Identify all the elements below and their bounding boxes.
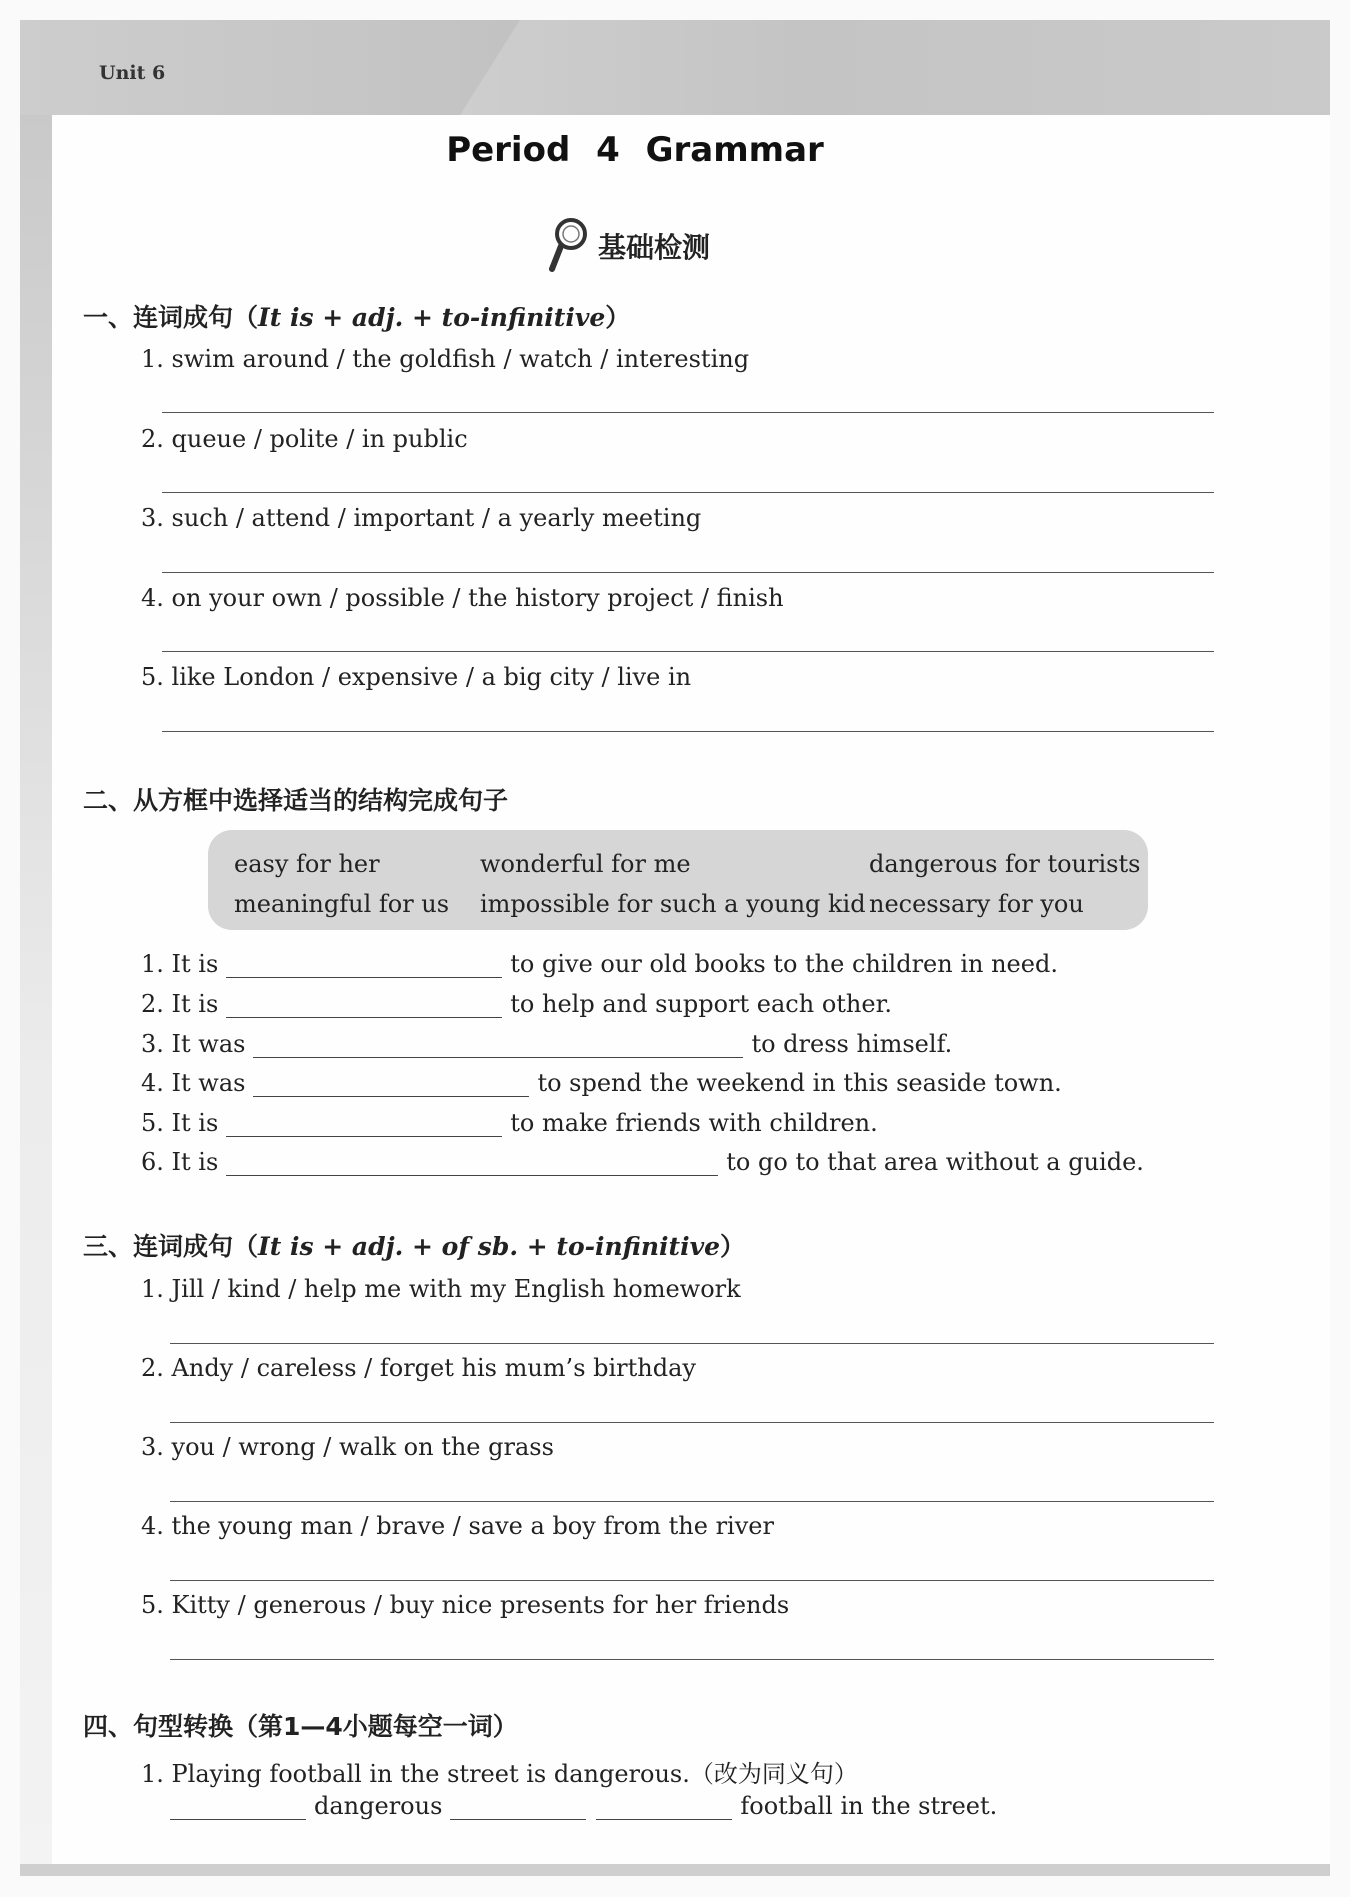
fill-blank[interactable] [170,1793,306,1820]
fill-sentence-4 [141,1069,1062,1097]
part3-answer-line-3[interactable] [170,1501,1214,1502]
box-word: wonderful for me [480,850,691,878]
part4-heading: 四、句型转换（第1—4小题每空一词） [83,1712,518,1741]
part4-word: dangerous [314,1792,443,1820]
part3-heading [83,1227,745,1263]
box-word: impossible for such a young kid [480,890,866,918]
fill-blank[interactable] [450,1793,586,1820]
part1-question-2: 2. queue / polite / in public [141,425,468,453]
section-badge-label: 基础检测 [598,231,711,264]
fill-sentence-lead: 1. It is [141,950,219,978]
part3-answer-line-2[interactable] [170,1422,1214,1423]
part3-question-2: 2. Andy / careless / forget his mum’s birthday [141,1354,696,1382]
left-margin-strip [20,115,52,1865]
fill-sentence-lead: 5. It is [141,1109,219,1137]
fill-blank[interactable] [253,1070,529,1097]
page-title: Period 4 Grammar [446,130,824,170]
unit-label: Unit 6 [99,62,166,84]
part3-question-1: 1. Jill / kind / help me with my English homework [141,1275,741,1303]
part1-question-5: 5. like London / expensive / a big city / live in [141,663,692,691]
fill-blank[interactable] [596,1793,732,1820]
part1-question-4: 4. on your own / possible / the history project / finish [141,584,784,612]
fill-sentence-tail: to dress himself. [751,1030,953,1058]
part1-heading-formula: It is + adj. + to-infinitive [258,303,606,332]
part2-heading: 二、从方框中选择适当的结构完成句子 [83,786,509,815]
fill-blank[interactable] [226,1110,502,1137]
part1-question-3: 3. such / attend / important / a yearly meeting [141,504,702,532]
part3-answer-line-5[interactable] [170,1659,1214,1660]
fill-sentence-tail: to give our old books to the children in need. [510,950,1058,978]
fill-sentence-lead: 6. It is [141,1148,219,1176]
part1-answer-line-1[interactable] [162,412,1214,413]
fill-sentence-lead: 3. It was [141,1030,246,1058]
part3-answer-line-4[interactable] [170,1580,1214,1581]
fill-sentence-tail: to spend the weekend in this seaside town. [537,1069,1062,1097]
box-word: dangerous for tourists [869,850,1141,878]
fill-sentence-tail: to make friends with children. [510,1109,878,1137]
part1-heading-prefix: 一、连词成句（ [83,303,259,332]
part3-heading-suffix: ） [720,1232,746,1261]
fill-blank[interactable] [226,951,502,978]
part3-heading-formula: It is + adj. + of sb. + to-infinitive [258,1232,721,1261]
magnifier-icon [546,217,590,275]
fill-sentence-6 [141,1148,1144,1176]
fill-sentence-tail: to go to that area without a guide. [726,1148,1144,1176]
part1-answer-line-4[interactable] [162,651,1214,652]
fill-sentence-tail: to help and support each other. [510,990,893,1018]
part4-question-1: 1. Playing football in the street is dangerous.（改为同义句） [141,1760,858,1788]
part1-answer-line-5[interactable] [162,731,1214,732]
part3-question-5: 5. Kitty / generous / buy nice presents for her friends [141,1591,790,1619]
bottom-strip [20,1864,1330,1876]
part1-heading [83,298,630,334]
part3-question-4: 4. the young man / brave / save a boy from the river [141,1512,774,1540]
part3-answer-line-1[interactable] [170,1343,1214,1344]
fill-sentence-lead: 2. It is [141,990,219,1018]
part1-question-1: 1. swim around / the goldfish / watch / interesting [141,345,750,373]
part3-heading-prefix: 三、连词成句（ [83,1232,259,1261]
fill-sentence-2 [141,990,892,1018]
part4-answer-row-1 [170,1792,997,1820]
fill-blank[interactable] [226,1149,718,1176]
fill-blank[interactable] [226,991,502,1018]
fill-sentence-3 [141,1030,952,1058]
fill-sentence-1 [141,950,1058,978]
fill-sentence-lead: 4. It was [141,1069,246,1097]
section-badge [546,216,710,276]
header-accent [20,20,520,115]
box-word: easy for her [234,850,380,878]
part1-answer-line-2[interactable] [162,492,1214,493]
part1-answer-line-3[interactable] [162,572,1214,573]
box-word: meaningful for us [234,890,450,918]
part1-heading-suffix: ） [605,303,631,332]
part3-question-3: 3. you / wrong / walk on the grass [141,1433,554,1461]
part4-tail: football in the street. [740,1792,998,1820]
fill-sentence-5 [141,1109,878,1137]
fill-blank[interactable] [253,1031,743,1058]
box-word: necessary for you [869,890,1084,918]
